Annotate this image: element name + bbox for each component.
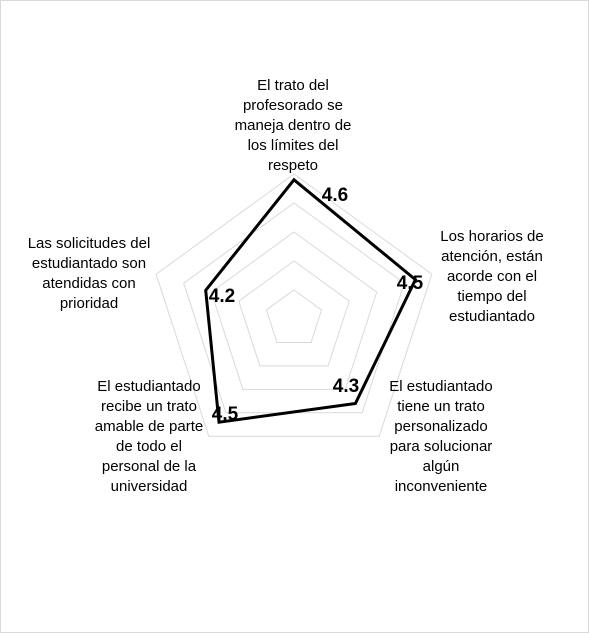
radar-chart — [1, 1, 588, 632]
grid — [156, 174, 432, 436]
axis-label-3: El estudiantado tiene un trato personalizado para solucionar algún inconveniente — [389, 378, 493, 495]
axis-label-1: El trato del profesorado se maneja dentro de los límites del respeto — [234, 77, 352, 174]
axis-label-2: Los horarios de atención, están acorde con el tiempo del estudiantado — [440, 228, 544, 325]
grid-ring-5 — [156, 174, 432, 436]
data-label-5: 4.2 — [208, 286, 236, 307]
data-label-4: 4.5 — [211, 404, 239, 425]
grid-ring-2 — [239, 261, 349, 366]
grid-ring-1 — [266, 290, 321, 343]
axis-label-4: El estudiantado recibe un trato amable de parte de todo el personal de la universidad — [94, 378, 204, 495]
axis-label-5: Las solicitudes del estudiantado son atendidas con prioridad — [27, 235, 151, 312]
data-label-1: 4.6 — [321, 185, 349, 206]
data-label-2: 4.5 — [396, 273, 424, 294]
series-line — [206, 180, 416, 422]
data-label-3: 4.3 — [332, 376, 360, 397]
axis-labels — [28, 77, 544, 495]
series — [206, 180, 416, 423]
